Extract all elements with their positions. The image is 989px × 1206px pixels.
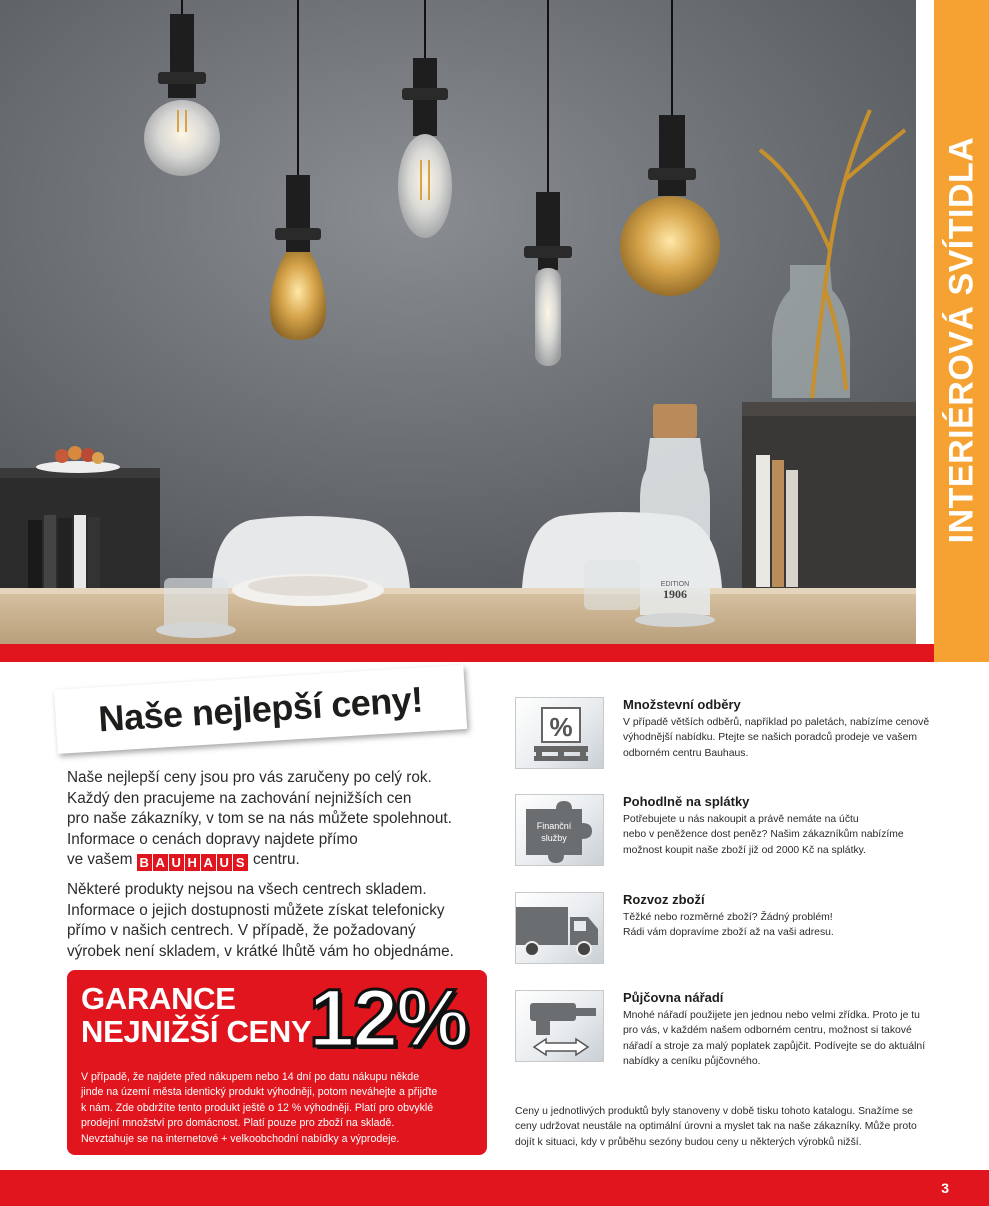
service-text-line: nářadí a stroje za malý poplatek zapůjčit. Podívejte se do aktuální	[623, 1040, 926, 1052]
guarantee-title	[81, 982, 311, 1048]
service-text-line: odborném centru Bauhaus.	[623, 747, 749, 759]
logo-letter: A	[153, 854, 168, 871]
intro-line: pro naše zákazníky, v tom se na nás můžete spolehnout.	[67, 810, 452, 828]
disclaimer-line: dojít k situaci, kdy v průběhu sezóny budou ceny u některých výrobků nižší.	[515, 1136, 862, 1148]
drill-icon	[515, 990, 604, 1062]
page-headline: Naše nejlepší ceny!	[97, 678, 424, 740]
page-number: 3	[941, 1180, 949, 1196]
truck-icon	[515, 892, 604, 964]
intro-line: přímo v našich centrech. V případě, že požadovaný	[67, 922, 416, 940]
logo-letter: U	[217, 854, 232, 871]
guarantee-title-line: NEJNIŽŠÍ CENY	[81, 1014, 312, 1049]
logo-letter: A	[201, 854, 216, 871]
guarantee-text	[81, 1070, 476, 1147]
disclaimer-line: ceny udržovat neustále na optimální úrovni a myslet tak na naše zákazníky. Může proto	[515, 1121, 917, 1133]
service-title-installments: Pohodlně na splátky	[623, 794, 750, 809]
intro-line: Některé produkty nejsou na všech centrech skladem.	[67, 881, 427, 898]
price-guarantee-box	[67, 970, 487, 1155]
guarantee-text-line: jinde na území města identický produkt výhodněji, potom neváhejte a přijďte	[81, 1086, 438, 1099]
intro-line	[67, 850, 467, 871]
service-text-line: nabídky a ceníku půjčovného.	[623, 1056, 761, 1068]
service-text-line: pro vás, v každém našem odborném centru, možnost si takové	[623, 1025, 912, 1037]
service-text-line: V případě větších odběrů, například po paletách, nabízíme cenově	[623, 717, 930, 728]
service-text-line: Rádi vám dopravíme zboží až na vaši adresu.	[623, 927, 834, 939]
service-text-quantity	[623, 715, 943, 761]
category-label: INTERIÉROVÁ SVÍTIDLA	[942, 136, 981, 544]
logo-letter: U	[169, 854, 184, 871]
guarantee-percent: 12%	[308, 973, 467, 1064]
service-text-line: výhodnější nabídku. Ptejte se našich poradců prodeje ve vašem	[623, 732, 918, 744]
service-text-tool-rental	[623, 1008, 943, 1070]
guarantee-text-line: k nám. Zde obdržíte tento produkt ještě o 12 % výhodněji. Platí pro obvyklé	[81, 1101, 434, 1114]
logo-letter: H	[185, 854, 200, 871]
intro-line: Každý den pracujeme na zachování nejnižších cen	[67, 789, 412, 807]
red-divider-band	[0, 644, 934, 662]
intro-line: výrobek není skladem, v krátké lhůtě vám ho objednáme.	[67, 942, 454, 960]
service-text-installments	[623, 812, 943, 858]
puzzle-icon	[515, 794, 604, 866]
intro-line: Informace o jejich dostupnosti můžete získat telefonicky	[67, 901, 445, 919]
bauhaus-logo	[137, 854, 249, 871]
service-title-quantity: Množstevní odběry	[623, 697, 741, 712]
guarantee-title-line: GARANCE	[81, 981, 236, 1016]
intro-line: Informace o cenách dopravy najdete přímo	[67, 830, 358, 848]
intro-text: centru.	[252, 851, 300, 869]
service-title-delivery: Rozvoz zboží	[623, 892, 705, 907]
price-disclaimer	[515, 1104, 955, 1150]
puzzle-label-line: služby	[541, 833, 567, 843]
service-text-line: Těžké nebo rozměrné zboží? Žádný problém!	[623, 912, 833, 923]
intro-paragraph-1	[67, 768, 467, 871]
svg-text:%: %	[549, 712, 573, 742]
percent-pallet-icon	[515, 697, 604, 769]
guarantee-text-line: Nevztahuje se na internetové + velkoobchodní nabídky a výprodeje.	[81, 1132, 400, 1145]
bottle-label-edition: EDITION	[660, 581, 690, 588]
intro-paragraph-2	[67, 880, 467, 962]
logo-letter: B	[137, 854, 152, 871]
bottle-label-year: 1906	[663, 587, 687, 601]
service-title-tool-rental: Půjčovna nářadí	[623, 990, 724, 1005]
service-text-line: Mnohé nářadí použijete jen jednou nebo velmi zřídka. Proto je tu	[623, 1010, 920, 1021]
hero-photo	[0, 0, 916, 644]
service-text-line: nebo v peněžence dost peněz? Našim zákazníkům nabízíme	[623, 829, 904, 841]
headline-badge	[54, 665, 467, 754]
guarantee-text-line: prodejní množství pro domácnost. Platí pouze pro zboží na skladě.	[81, 1117, 395, 1130]
logo-letter: S	[233, 854, 248, 871]
intro-text: ve vašem	[67, 851, 133, 869]
puzzle-label-line: Finanční	[536, 821, 572, 831]
service-text-delivery	[623, 910, 943, 941]
interior-scene-illustration	[0, 0, 916, 644]
service-text-line: možnost koupit naše zboží již od 2000 Kč na splátky.	[623, 844, 866, 856]
intro-line: Naše nejlepší ceny jsou pro vás zaručeny po celý rok.	[67, 769, 432, 786]
disclaimer-line: Ceny u jednotlivých produktů byly stanoveny v době tisku tohoto katalogu. Snažíme se	[515, 1106, 913, 1117]
service-text-line: Potřebujete u nás nakoupit a právě nemáte na účtu	[623, 814, 859, 825]
footer-band	[0, 1170, 989, 1206]
guarantee-text-line: V případě, že najdete před nákupem nebo 14 dní po datu nákupu někde	[81, 1071, 420, 1083]
